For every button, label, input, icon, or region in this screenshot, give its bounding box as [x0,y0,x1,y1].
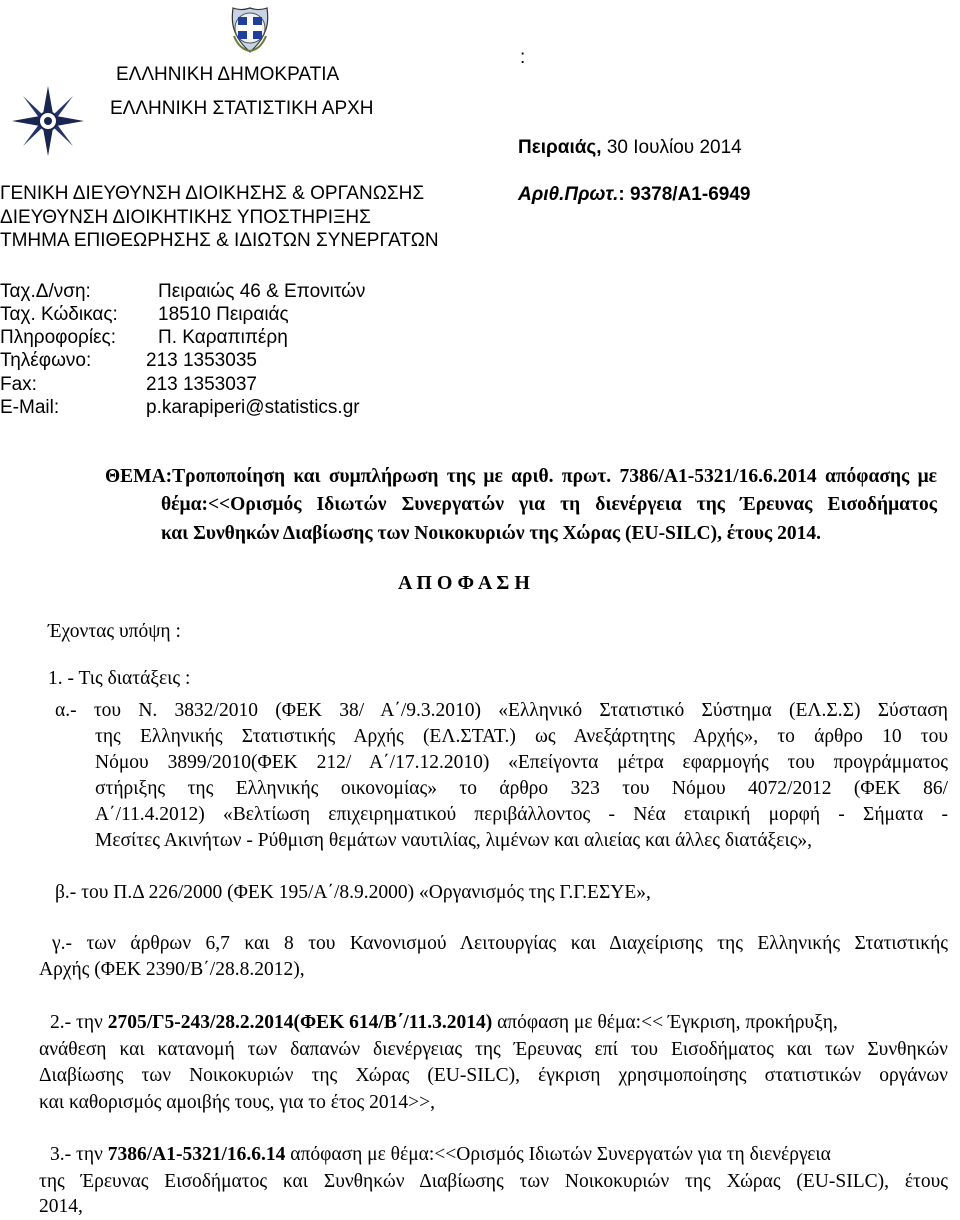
clause-3-line: 2014, [39,1196,83,1217]
protocol-label: Αριθ.Πρωτ. [518,184,619,205]
clause-c-line: γ.- των άρθρων 6,7 και 8 του Κανονισμού Λειτουργίας και Διαχείρισης της Ελληνικής Στατιστικής [52,933,948,954]
clause-3-reference: 7386/Α1-5321/16.6.14 [107,1144,286,1165]
protocol-number [518,184,750,206]
authority-title: ΕΛΛΗΝΙΚΗ ΣΤΑΤΙΣΤΙΚΗ ΑΡΧΗ [110,98,374,119]
contact-label: E-Mail: [0,397,60,418]
republic-title: ΕΛΛΗΝΙΚΗ ΔΗΜΟΚΡΑΤΙΑ [116,64,340,85]
contact-row [0,304,420,328]
subject-line-2: θέμα:<<Ορισμός Ιδιωτών Συνεργατών για τη διενέργεια της Έρευνας Εισοδήματος [161,494,937,515]
clause-3-line: της Έρευνας Εισοδήματος και Συνθηκών Διαβίωσης των Νοικοκυριών της Χώρας (EU-SILC), έτους [39,1171,948,1192]
clause-3-line [50,1144,831,1166]
clause-a-line: Νόμου 3899/2010(ΦΕΚ 212/ Α΄/17.12.2010) «Επείγοντα μέτρα εφαρμογής του προγράμματος [95,752,948,773]
contact-row [0,327,420,351]
division-title: ΔΙΕΥΘΥΝΣΗ ΔΙΟΙΚΗΤΙΚΗΣ ΥΠΟΣΤΗΡΙΞΗΣ [0,207,371,228]
greek-national-emblem-icon [222,6,278,54]
clause-c-line: Αρχής (ΦΕΚ 2390/Β΄/28.8.2012), [39,959,305,980]
contact-label: Πληροφορίες: [0,327,116,348]
clause-2-line: ανάθεση και κατανομή των δαπανών διενέργειας της Έρευνας επί του Εισοδήματος και των Συνθηκών [39,1039,948,1060]
clause-2-reference: 2705/Γ5-243/28.2.2014(ΦΕΚ 614/Β΄/11.3.2014) [107,1012,493,1033]
header-colon: : [520,47,526,68]
contact-label: Ταχ. Κώδικας: [0,304,118,325]
contact-value: 18510 Πειραιάς [158,304,289,325]
subject-line-3: και Συνθηκών Διαβίωσης των Νοικοκυριών της Χώρας (EU-SILC), έτους 2014. [161,523,821,544]
contact-email: p.karapiperi@statistics.gr [146,397,360,418]
contact-value: Πειραιώς 46 & Επονιτών [158,281,366,302]
place-date [518,137,742,159]
elstat-star-logo-icon [12,86,84,156]
contact-row [0,281,420,305]
clause-2-line [50,1012,838,1034]
contact-value: 213 1353035 [146,350,257,371]
contact-block [0,281,420,421]
clause-1-heading: 1. - Τις διατάξεις : [48,668,191,689]
clause-a-line: α.- του Ν. 3832/2010 (ΦΕΚ 38/ Α΄/9.3.2010) «Ελληνικό Στατιστικό Σύστημα (ΕΛ.Σ.Σ) Σύσταση [55,700,948,721]
contact-label: Ταχ.Δ/νση: [0,281,91,302]
contact-value: Π. Καραπιπέρη [158,327,288,348]
clause-2-line: και καθορισμός αμοιβής τους, για το έτος 2014>>, [39,1092,435,1113]
contact-row [0,350,420,374]
contact-row [0,374,420,398]
clause-a-line: στήριξης της Ελληνικής οικονομίας» το άρθρο 323 του Νόμου 4072/2012 (ΦΕΚ 86/ [95,778,948,799]
contact-row [0,397,420,421]
clause-3-prefix: 3.- την [50,1144,108,1165]
subject-line-1: ΘΕΜΑ:Τροποποίηση και συμπλήρωση της με αριθ. πρωτ. 7386/Α1-5321/16.6.2014 απόφασης με [105,466,937,487]
decision-heading: Α Π Ο Φ Α Σ Η [398,572,530,594]
contact-label: Τηλέφωνο: [0,350,92,371]
department-title: ΤΜΗΜΑ ΕΠΙΘΕΩΡΗΣΗΣ & ΙΔΙΩΤΩΝ ΣΥΝΕΡΓΑΤΩΝ [0,230,439,251]
letter-date: 30 Ιουλίου 2014 [601,137,742,158]
clause-a-line: της Ελληνικής Στατιστικής Αρχής (ΕΛ.ΣΤΑΤ.) ως Ανεξάρτητης Αρχής», το άρθρο 10 του [95,726,948,747]
clause-b: β.- του Π.Δ 226/2000 (ΦΕΚ 195/Α΄/8.9.2000) «Οργανισμός της Γ.Γ.ΕΣΥΕ», [55,882,651,903]
clause-3-text: απόφαση με θέμα:<<Ορισμός Ιδιωτών Συνεργατών για τη διενέργεια [285,1144,831,1165]
clause-2-prefix: 2.- την [50,1012,108,1033]
clause-a-line: Α΄/11.4.2012) «Βελτίωση επιχειρηματικού περιβάλλοντος - Νέα εταιρική μορφή - Σήματα - [95,804,948,825]
considering-label: Έχοντας υπόψη : [48,621,181,642]
protocol-value: : 9378/Α1-6949 [618,184,751,205]
clause-2-text: απόφαση με θέμα:<< Έγκριση, προκήρυξη, [492,1012,838,1033]
contact-value: 213 1353037 [146,374,257,395]
directorate-title: ΓΕΝΙΚΗ ΔΙΕΥΘΥΝΣΗ ΔΙΟΙΚΗΣΗΣ & ΟΡΓΑΝΩΣΗΣ [0,183,425,204]
clause-2-line: Διαβίωσης των Νοικοκυριών της Χώρας (EU-SILC), έγκριση χρησιμοποίησης στατιστικών οργάνων [39,1065,948,1086]
clause-a-line: Μεσίτες Ακινήτων - Ρύθμιση θεμάτων ναυτιλίας, λιμένων και αλιείας και άλλες διατάξεις», [95,830,813,851]
contact-label: Fax: [0,374,37,395]
place-name: Πειραιάς, [518,137,602,158]
